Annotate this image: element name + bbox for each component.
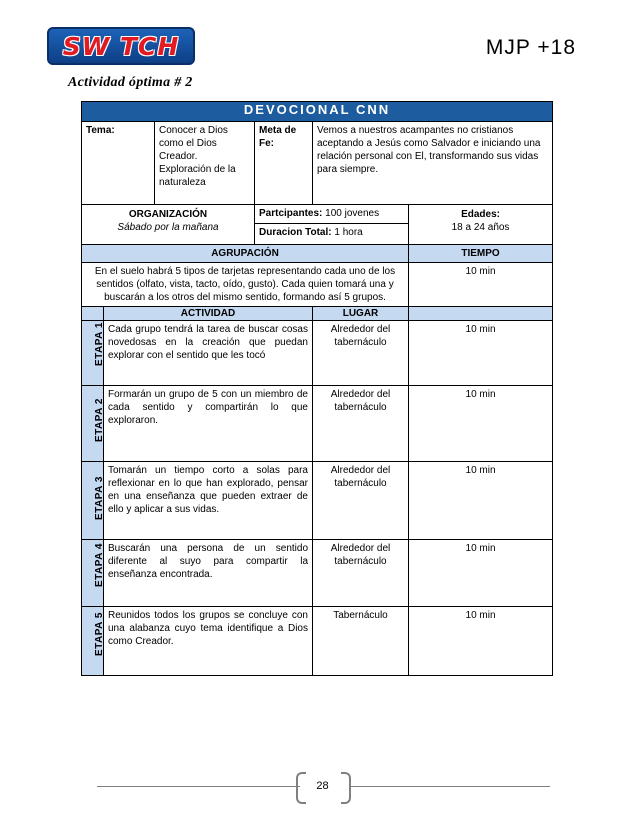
time-header: TIEMPO xyxy=(409,245,553,263)
ages-label: Edades: xyxy=(461,209,500,220)
switch-logo xyxy=(47,27,195,65)
organization-row xyxy=(82,205,553,224)
activity-header-row xyxy=(82,307,553,321)
stage-row xyxy=(82,462,553,540)
stage-activity: Formarán un grupo de 5 con un miembro de cada sentido y compartirán lo que exploraron. xyxy=(104,386,313,462)
stage-activity: Buscarán una persona de un sentido diferente al suyo para compartir la enseñanza encontrada. xyxy=(104,540,313,607)
ages-value: 18 a 24 años xyxy=(451,222,510,233)
participants-value: 100 jovenes xyxy=(325,208,380,219)
stage-time: 10 min xyxy=(409,540,553,607)
goal-value: Vemos a nuestros acampantes no cristianos aceptando a Jesús como Salvador e iniciando una relación personal con El, transformando sus vidas para siempre. xyxy=(313,122,553,205)
table-title: DEVOCIONAL CNN xyxy=(82,102,553,122)
page-number: 28 xyxy=(316,780,329,792)
time-header-spacer xyxy=(409,307,553,321)
stage-row xyxy=(82,321,553,386)
stage-place: Alrededor del tabernáculo xyxy=(313,540,409,607)
activity-title: Actividad óptima # 2 xyxy=(68,75,193,90)
stage-time: 10 min xyxy=(409,607,553,676)
stage-header-spacer xyxy=(82,307,104,321)
stage-activity: Cada grupo tendrá la tarea de buscar cosas novedosas en la creación que puedan explorar con el sentido que les tocó xyxy=(104,321,313,386)
grouping-header: AGRUPACIÓN xyxy=(82,245,409,263)
organization-label: ORGANIZACIÓN xyxy=(128,209,208,220)
organization-cell xyxy=(82,205,255,245)
stage-time: 10 min xyxy=(409,462,553,540)
duration-label: Duracion Total: xyxy=(259,227,332,238)
theme-row xyxy=(82,122,553,205)
footer-rule-right xyxy=(350,786,550,787)
participants-label: Partcipantes: xyxy=(259,208,323,219)
stage-place: Tabernáculo xyxy=(313,607,409,676)
stage-time: 10 min xyxy=(409,386,553,462)
grouping-header-row xyxy=(82,245,553,263)
logo-text: SW TCH xyxy=(62,32,180,61)
brand-label: MJP +18 xyxy=(485,36,576,59)
stage-row xyxy=(82,607,553,676)
stage-label: ETAPA 4 xyxy=(93,543,105,587)
participants-cell xyxy=(255,205,409,224)
stage-place: Alrededor del tabernáculo xyxy=(313,321,409,386)
activity-header: ACTIVIDAD xyxy=(104,307,313,321)
stage-row xyxy=(82,386,553,462)
ages-cell xyxy=(409,205,553,245)
footer-rule-left xyxy=(97,786,300,787)
stage-label: ETAPA 1 xyxy=(93,322,105,366)
grouping-time: 10 min xyxy=(409,263,553,307)
organization-value: Sábado por la mañana xyxy=(117,222,219,233)
stage-place: Alrededor del tabernáculo xyxy=(313,462,409,540)
stage-label-cell xyxy=(82,607,104,676)
stage-label-cell xyxy=(82,540,104,607)
stage-row xyxy=(82,540,553,607)
stage-label-cell xyxy=(82,321,104,386)
devotional-table xyxy=(81,101,553,676)
grouping-row xyxy=(82,263,553,307)
stage-label: ETAPA 2 xyxy=(93,398,105,442)
grouping-text: En el suelo habrá 5 tipos de tarjetas representando cada uno de los sentidos (olfato, vista, tacto, oído, gusto). Cada quien tomará una y buscarán a los otros del mismo sentido, formando así 5 grupos. xyxy=(82,263,409,307)
stage-time: 10 min xyxy=(409,321,553,386)
stage-label-cell xyxy=(82,462,104,540)
theme-label: Tema: xyxy=(82,122,155,205)
stage-label: ETAPA 3 xyxy=(93,476,105,520)
duration-cell xyxy=(255,224,409,245)
theme-value: Conocer a Dios como el Dios Creador. Exploración de la naturaleza xyxy=(155,122,255,205)
stage-label-cell xyxy=(82,386,104,462)
place-header: LUGAR xyxy=(313,307,409,321)
stage-activity: Tomarán un tiempo corto a solas para reflexionar en lo que han explorado, pensar en una enseñanza que pueden extraer de ello y aplicar a sus vidas. xyxy=(104,462,313,540)
goal-label: Meta de Fe: xyxy=(255,122,313,205)
stage-label: ETAPA 5 xyxy=(93,612,105,656)
stage-activity: Reunidos todos los grupos se concluye con una alabanza cuyo tema identifique a Dios como Creador. xyxy=(104,607,313,676)
duration-value: 1 hora xyxy=(334,227,363,238)
stage-place: Alrededor del tabernáculo xyxy=(313,386,409,462)
right-brace-decoration xyxy=(341,772,351,804)
